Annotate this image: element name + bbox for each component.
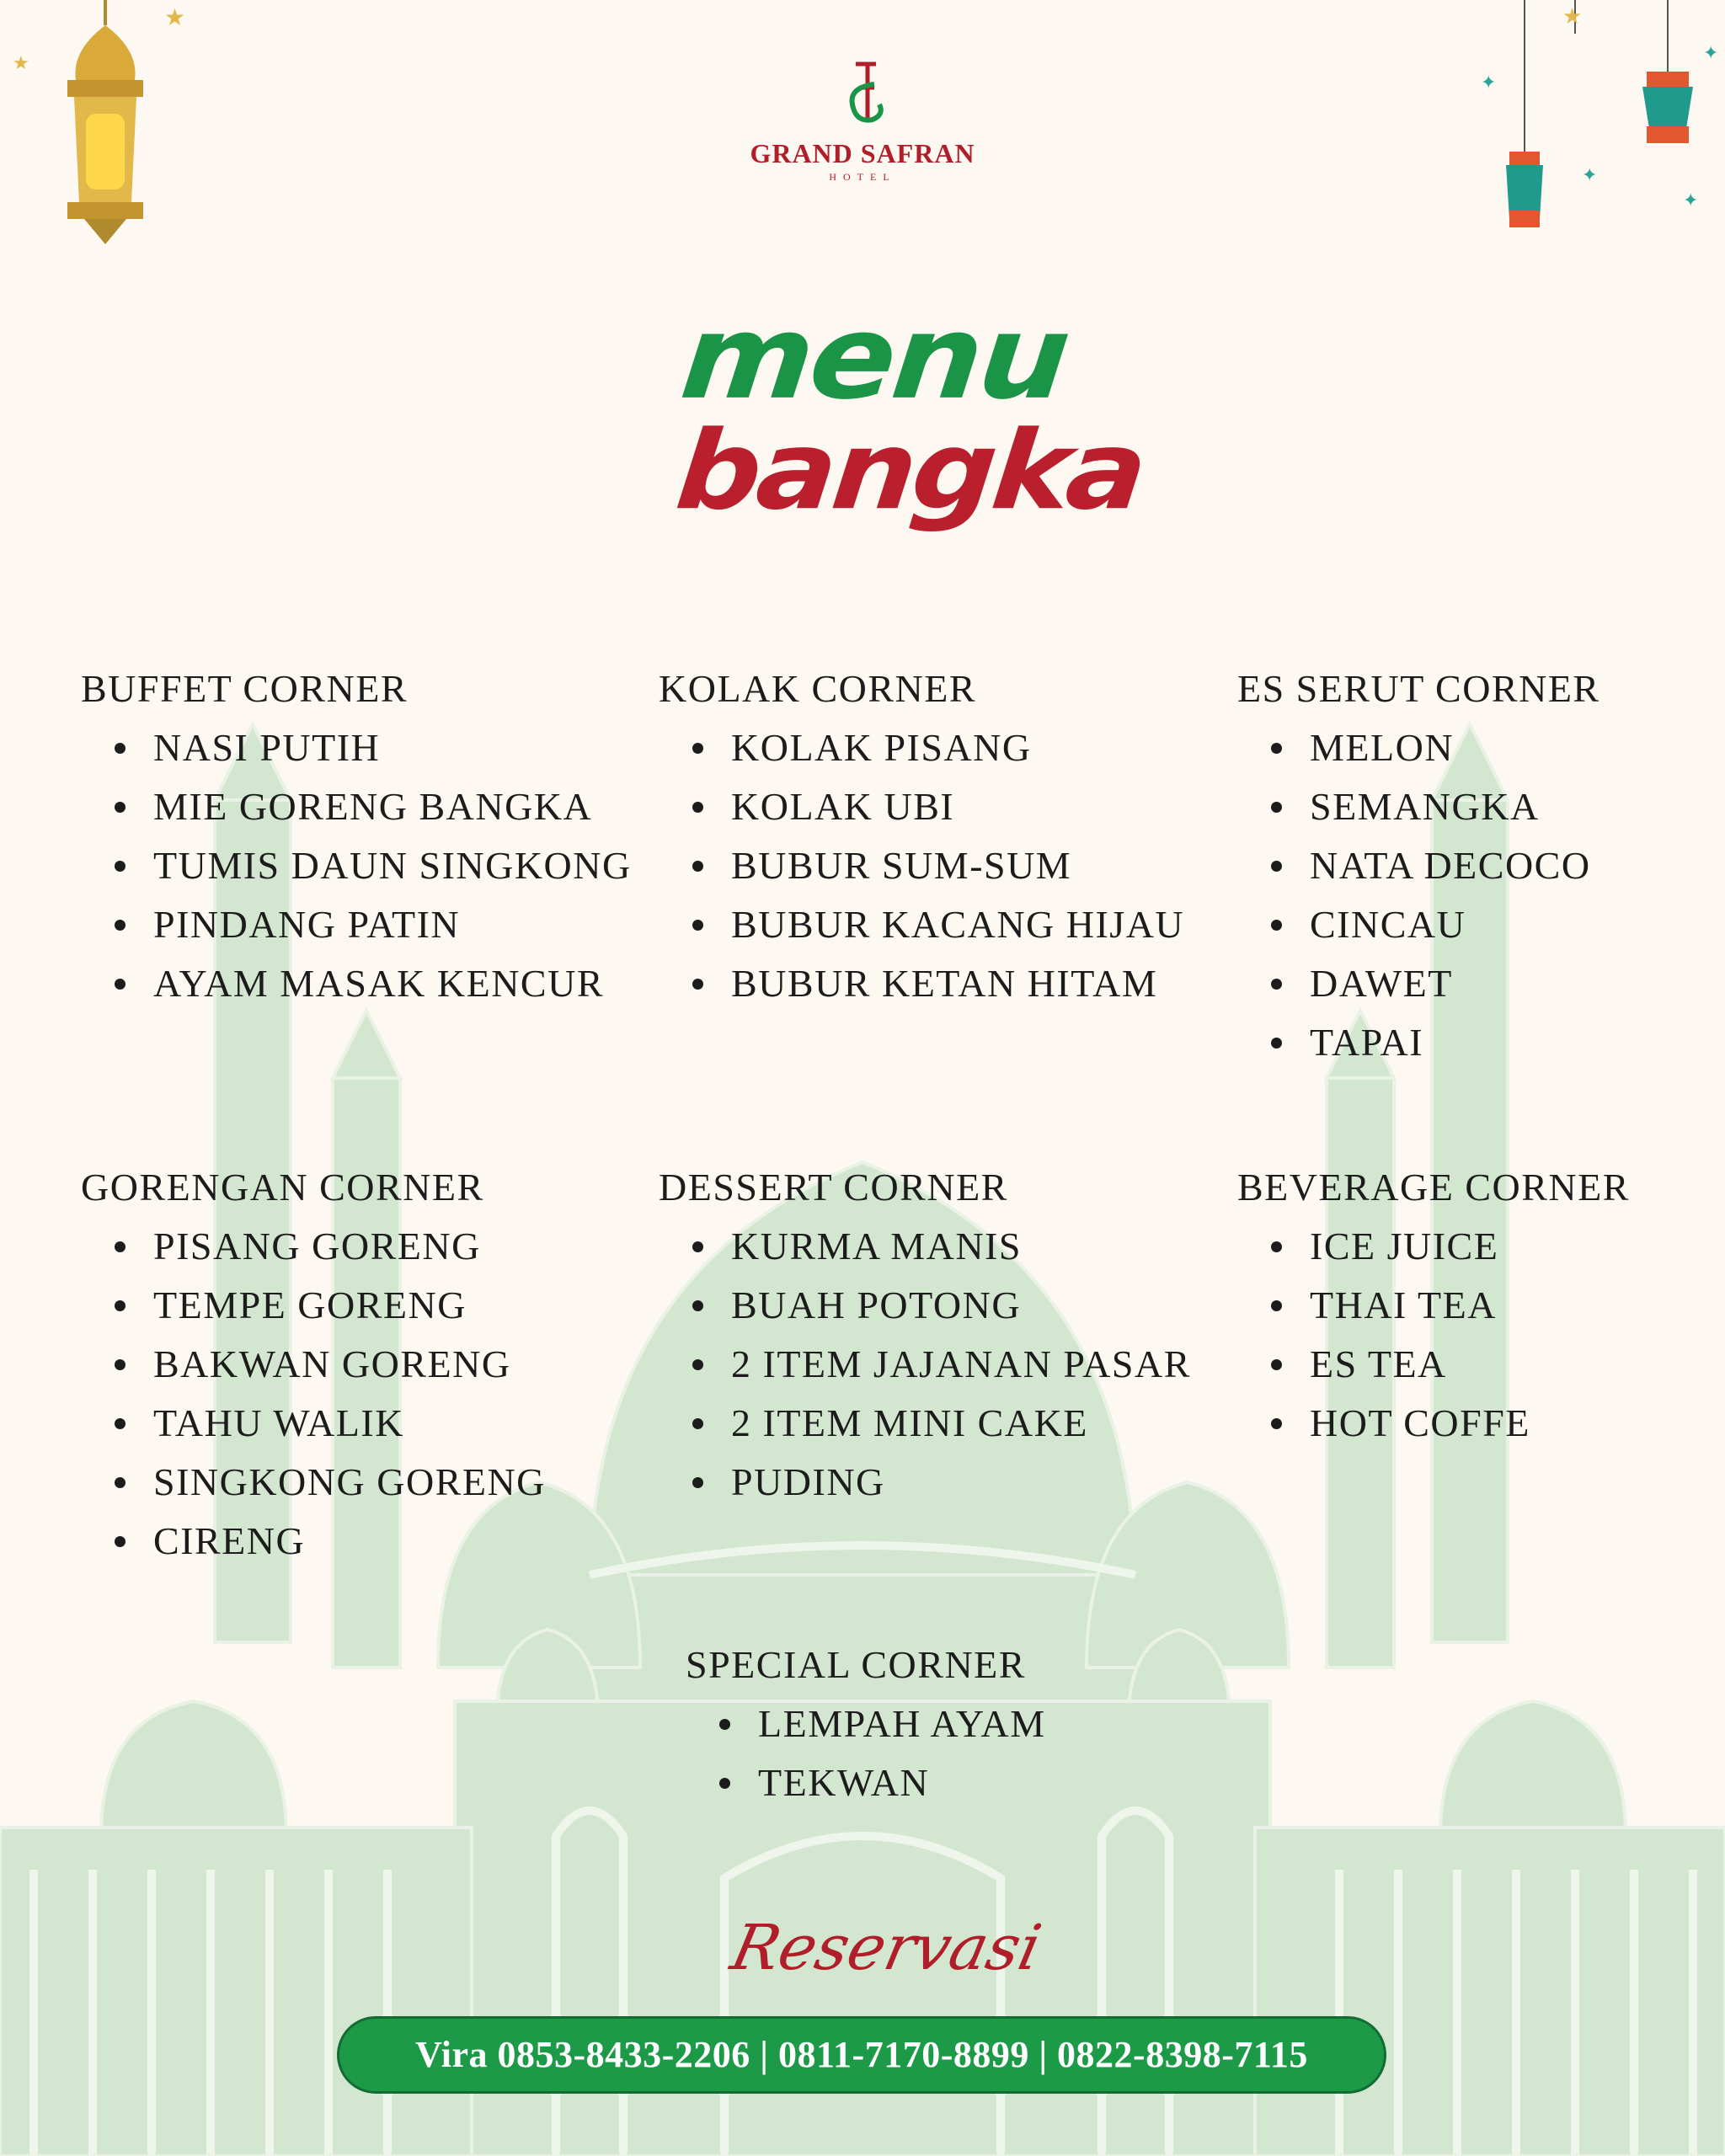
section-kolak-corner [659, 659, 1184, 1013]
menu-title [665, 290, 1150, 564]
menu-item: DAWET [1237, 954, 1600, 1013]
svg-text:✦: ✦ [1481, 72, 1497, 93]
menu-item: PINDANG PATIN [81, 895, 632, 954]
menu-item: ICE JUICE [1237, 1217, 1630, 1276]
menu-item: PISANG GORENG [81, 1217, 546, 1276]
menu-item: CIRENG [81, 1512, 546, 1571]
bullet-icon [1271, 743, 1282, 754]
star-icon: ★ [164, 5, 186, 31]
bullet-icon [692, 743, 703, 754]
menu-item: MIE GORENG BANGKA [81, 777, 632, 836]
menu-item: HOT COFFE [1237, 1394, 1630, 1453]
bullet-icon [692, 802, 703, 813]
menu-item: 2 ITEM MINI CAKE [659, 1394, 1191, 1453]
menu-item: THAI TEA [1237, 1276, 1630, 1335]
bullet-icon [692, 1477, 703, 1488]
menu-item: AYAM MASAK KENCUR [81, 954, 632, 1013]
menu-item: 2 ITEM JAJANAN PASAR [659, 1335, 1191, 1394]
title-line-bangka: bangka [670, 408, 1150, 535]
bullet-icon [1271, 920, 1282, 931]
menu-item: TEMPE GORENG [81, 1276, 546, 1335]
svg-text:★: ★ [1562, 4, 1583, 29]
section-title: ES SERUT CORNER [1237, 667, 1600, 710]
bullet-icon [115, 979, 126, 990]
menu-item: NATA DECOCO [1237, 836, 1600, 895]
hotel-name: GRAND SAFRAN [750, 138, 975, 168]
bullet-icon [692, 1300, 703, 1311]
bullet-icon [719, 1778, 730, 1789]
bullet-icon [1271, 1418, 1282, 1429]
menu-item: KOLAK PISANG [659, 718, 1184, 777]
bullet-icon [1271, 1241, 1282, 1252]
menu-item: BUBUR KACANG HIJAU [659, 895, 1184, 954]
bullet-icon [115, 1477, 126, 1488]
star-icon: ★ [13, 52, 29, 73]
menu-item: BUAH POTONG [659, 1276, 1191, 1335]
bullet-icon [692, 1418, 703, 1429]
section-title: BUFFET CORNER [81, 667, 409, 710]
section-title: GORENGAN CORNER [81, 1166, 484, 1209]
bullet-icon [115, 1359, 126, 1370]
menu-item: TUMIS DAUN SINGKONG [81, 836, 632, 895]
section-title: SPECIAL CORNER [686, 1643, 1026, 1686]
menu-item: SEMANGKA [1237, 777, 1600, 836]
bullet-icon [692, 1359, 703, 1370]
bullet-icon [1271, 861, 1282, 872]
crescent-moon-icon [1466, 0, 1725, 253]
menu-item: ES TEA [1237, 1335, 1630, 1394]
menu-item: NASI PUTIH [81, 718, 632, 777]
section-dessert-corner [659, 1158, 1191, 1512]
section-special-corner [686, 1636, 1046, 1812]
lantern-icon [51, 0, 160, 253]
bullet-icon [1271, 1300, 1282, 1311]
menu-item: BUBUR KETAN HITAM [659, 954, 1184, 1013]
bullet-icon [692, 861, 703, 872]
bullet-icon [115, 743, 126, 754]
bullet-icon [115, 1241, 126, 1252]
svg-text:✦: ✦ [1703, 42, 1719, 63]
title-line-menu: menu [675, 290, 1074, 426]
menu-item: SINGKONG GORENG [81, 1453, 546, 1512]
menu-item: CINCAU [1237, 895, 1600, 954]
bullet-icon [115, 1536, 126, 1547]
bullet-icon [115, 1300, 126, 1311]
menu-item: BAKWAN GORENG [81, 1335, 546, 1394]
section-es-serut-corner [1237, 659, 1600, 1072]
section-beverage-corner [1237, 1158, 1630, 1453]
section-title: DESSERT CORNER [659, 1166, 1008, 1209]
contact-numbers[interactable]: Vira 0853-8433-2206 | 0811-7170-8899 | 0822-8398-7115 [337, 2016, 1386, 2094]
menu-item: LEMPAH AYAM [686, 1694, 1046, 1753]
section-title: BEVERAGE CORNER [1237, 1166, 1630, 1209]
menu-item: KOLAK UBI [659, 777, 1184, 836]
bullet-icon [692, 1241, 703, 1252]
menu-item: BUBUR SUM-SUM [659, 836, 1184, 895]
section-buffet-corner [81, 659, 632, 1013]
bullet-icon [1271, 1038, 1282, 1049]
section-title: KOLAK CORNER [659, 667, 977, 710]
logo-mark-icon [837, 59, 888, 135]
menu-item: MELON [1237, 718, 1600, 777]
reservation-label: Reservasi [724, 1912, 1048, 1984]
svg-text:✦: ✦ [1582, 164, 1598, 185]
menu-item: TAPAI [1237, 1013, 1600, 1072]
bullet-icon [719, 1719, 730, 1730]
hotel-logo [736, 59, 989, 194]
section-gorengan-corner [81, 1158, 546, 1571]
menu-item: KURMA MANIS [659, 1217, 1191, 1276]
bullet-icon [115, 920, 126, 931]
bullet-icon [692, 920, 703, 931]
bullet-icon [1271, 979, 1282, 990]
bullet-icon [115, 1418, 126, 1429]
bullet-icon [115, 802, 126, 813]
bullet-icon [1271, 1359, 1282, 1370]
svg-text:✦: ✦ [1683, 189, 1699, 211]
menu-item: PUDING [659, 1453, 1191, 1512]
menu-item: TEKWAN [686, 1753, 1046, 1812]
hotel-subtitle: HOTEL [829, 171, 896, 183]
bullet-icon [115, 861, 126, 872]
menu-item: TAHU WALIK [81, 1394, 546, 1453]
bullet-icon [1271, 802, 1282, 813]
bullet-icon [692, 979, 703, 990]
